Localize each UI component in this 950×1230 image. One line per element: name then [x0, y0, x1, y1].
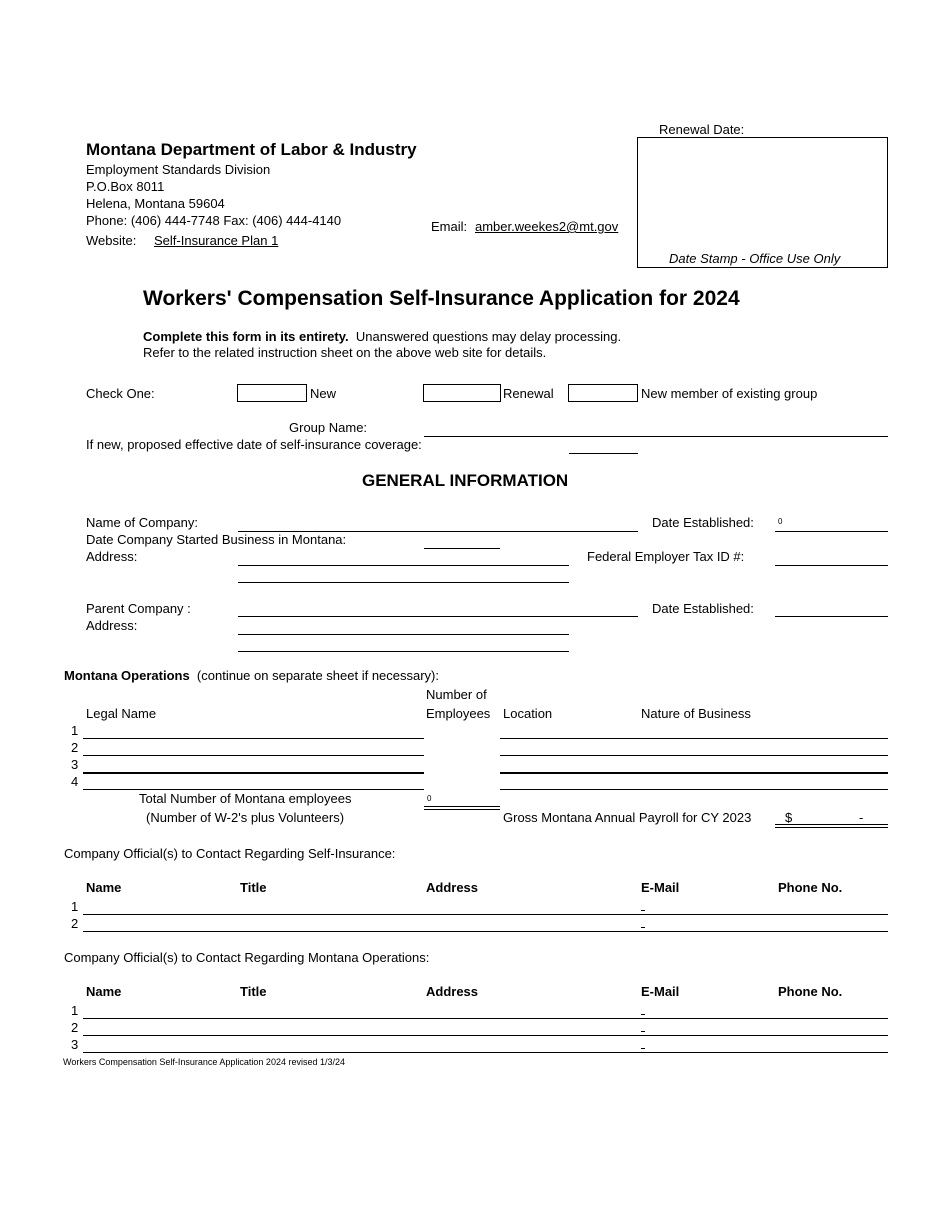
- officials-self-row-field[interactable]: [83, 914, 888, 915]
- date-established-field[interactable]: [775, 531, 888, 532]
- officials-self-heading: Company Official(s) to Contact Regarding Self-Insurance:: [64, 846, 396, 861]
- new-member-checkbox[interactable]: [568, 384, 638, 402]
- payroll-label: Gross Montana Annual Payroll for CY 2023: [503, 810, 752, 825]
- total-employees-value: 0: [427, 794, 432, 803]
- date-started-label: Date Company Started Business in Montana:: [86, 532, 347, 547]
- officials-ops-row-number: 2: [71, 1020, 79, 1035]
- email-stub: [641, 910, 645, 911]
- email-stub: [641, 1031, 645, 1032]
- ops-legal-name-field[interactable]: [83, 755, 424, 756]
- ops-location-field[interactable]: [500, 789, 888, 790]
- parent-date-established-field[interactable]: [775, 616, 888, 617]
- fein-field[interactable]: [775, 565, 888, 566]
- officials-ops-row-number: 3: [71, 1037, 79, 1052]
- col-nature-of-business: Nature of Business: [641, 706, 751, 721]
- operations-heading-rest: (continue on separate sheet if necessary):: [196, 668, 440, 683]
- email-stub: [641, 1014, 645, 1015]
- page-title: Workers' Compensation Self-Insurance Application for 2024: [143, 287, 740, 310]
- officials-ops-row-field[interactable]: [83, 1052, 888, 1053]
- website-link[interactable]: Self-Insurance Plan 1: [154, 233, 279, 248]
- new-member-label: New member of existing group: [641, 386, 818, 401]
- date-established-label: Date Established:: [652, 515, 754, 530]
- officials-self-col-title: Title: [240, 880, 267, 895]
- officials-self-row-number: 1: [71, 899, 79, 914]
- parent-address-label: Address:: [86, 618, 138, 633]
- ops-location-field[interactable]: [500, 755, 888, 756]
- col-location: Location: [503, 706, 553, 721]
- group-name-field[interactable]: [424, 436, 888, 437]
- check-one-label: Check One:: [86, 386, 155, 401]
- instructions-rest: Unanswered questions may delay processing.: [355, 329, 622, 344]
- parent-address-field-line2[interactable]: [238, 651, 569, 652]
- instructions-bold: Complete this form in its entirety.: [143, 329, 349, 344]
- effective-date-field[interactable]: [569, 453, 638, 454]
- officials-self-row-number: 2: [71, 916, 79, 931]
- officials-ops-col-title: Title: [240, 984, 267, 999]
- date-established-value: 0: [778, 517, 783, 526]
- total-employees-field[interactable]: [424, 806, 500, 810]
- company-name-label: Name of Company:: [86, 515, 198, 530]
- instructions-line1: [143, 330, 621, 343]
- division-name: Employment Standards Division: [86, 162, 271, 177]
- officials-self-col-name: Name: [86, 880, 122, 895]
- fein-label: Federal Employer Tax ID #:: [587, 549, 745, 564]
- ops-legal-name-field[interactable]: [83, 738, 424, 739]
- ops-row-number: 1: [71, 723, 79, 738]
- officials-ops-heading: Company Official(s) to Contact Regarding Montana Operations:: [64, 950, 430, 965]
- officials-self-row-field[interactable]: [83, 931, 888, 932]
- total-employees-sublabel: (Number of W-2's plus Volunteers): [146, 810, 345, 825]
- parent-date-established-label: Date Established:: [652, 601, 754, 616]
- ops-legal-name-field[interactable]: [83, 772, 424, 774]
- col-legal-name: Legal Name: [86, 706, 157, 721]
- date-stamp-caption: Date Stamp - Office Use Only: [669, 251, 841, 266]
- email-link[interactable]: amber.weekes2@mt.gov: [475, 219, 619, 234]
- officials-self-col-phone: Phone No.: [778, 880, 843, 895]
- website-label: Website:: [86, 233, 137, 248]
- officials-ops-col-address: Address: [426, 984, 479, 999]
- renewal-label: Renewal: [503, 386, 554, 401]
- renewal-date-label: Renewal Date:: [659, 122, 745, 137]
- officials-ops-col-name: Name: [86, 984, 122, 999]
- officials-self-col-email: E-Mail: [641, 880, 680, 895]
- ops-row-number: 4: [71, 774, 79, 789]
- officials-ops-row-number: 1: [71, 1003, 79, 1018]
- officials-ops-col-phone: Phone No.: [778, 984, 843, 999]
- phone-fax: Phone: (406) 444-7748 Fax: (406) 444-4140: [86, 213, 342, 228]
- address-field-line1[interactable]: [238, 565, 569, 566]
- payroll-currency: $: [785, 810, 793, 825]
- col-number-of: Number of: [426, 687, 487, 702]
- address-field-line2[interactable]: [238, 582, 569, 583]
- email-label: Email:: [431, 219, 468, 234]
- ops-row-number: 3: [71, 757, 79, 772]
- total-employees-label: Total Number of Montana employees: [139, 791, 352, 806]
- parent-company-label: Parent Company :: [86, 601, 191, 616]
- ops-location-field[interactable]: [500, 772, 888, 774]
- instructions-line2: Refer to the related instruction sheet on the above web site for details.: [143, 345, 547, 360]
- date-started-field[interactable]: [424, 548, 500, 549]
- new-checkbox[interactable]: [237, 384, 307, 402]
- general-info-heading: GENERAL INFORMATION: [362, 471, 569, 490]
- officials-ops-col-email: E-Mail: [641, 984, 680, 999]
- payroll-field[interactable]: [775, 824, 888, 828]
- operations-heading-bold: Montana Operations: [64, 668, 190, 683]
- date-stamp-box: [637, 137, 888, 268]
- renewal-checkbox[interactable]: [423, 384, 501, 402]
- po-box: P.O.Box 8011: [86, 179, 165, 194]
- group-name-label: Group Name:: [289, 420, 368, 435]
- parent-address-field-line1[interactable]: [238, 634, 569, 635]
- ops-row-number: 2: [71, 740, 79, 755]
- city-address: Helena, Montana 59604: [86, 196, 225, 211]
- email-stub: [641, 927, 645, 928]
- payroll-value: -: [859, 810, 864, 825]
- col-employees: Employees: [426, 706, 491, 721]
- officials-ops-row-field[interactable]: [83, 1018, 888, 1019]
- ops-legal-name-field[interactable]: [83, 789, 424, 790]
- parent-company-field[interactable]: [238, 616, 638, 617]
- ops-location-field[interactable]: [500, 738, 888, 739]
- new-label: New: [310, 386, 337, 401]
- officials-self-col-address: Address: [426, 880, 479, 895]
- operations-heading: [64, 669, 439, 682]
- effective-date-label: If new, proposed effective date of self-insurance coverage:: [86, 437, 422, 452]
- department-name: Montana Department of Labor & Industry: [86, 140, 417, 159]
- email-stub: [641, 1048, 645, 1049]
- footer-revision: Workers Compensation Self-Insurance Application 2024 revised 1/3/24: [63, 1057, 345, 1067]
- officials-ops-row-field[interactable]: [83, 1035, 888, 1036]
- address-label: Address:: [86, 549, 138, 564]
